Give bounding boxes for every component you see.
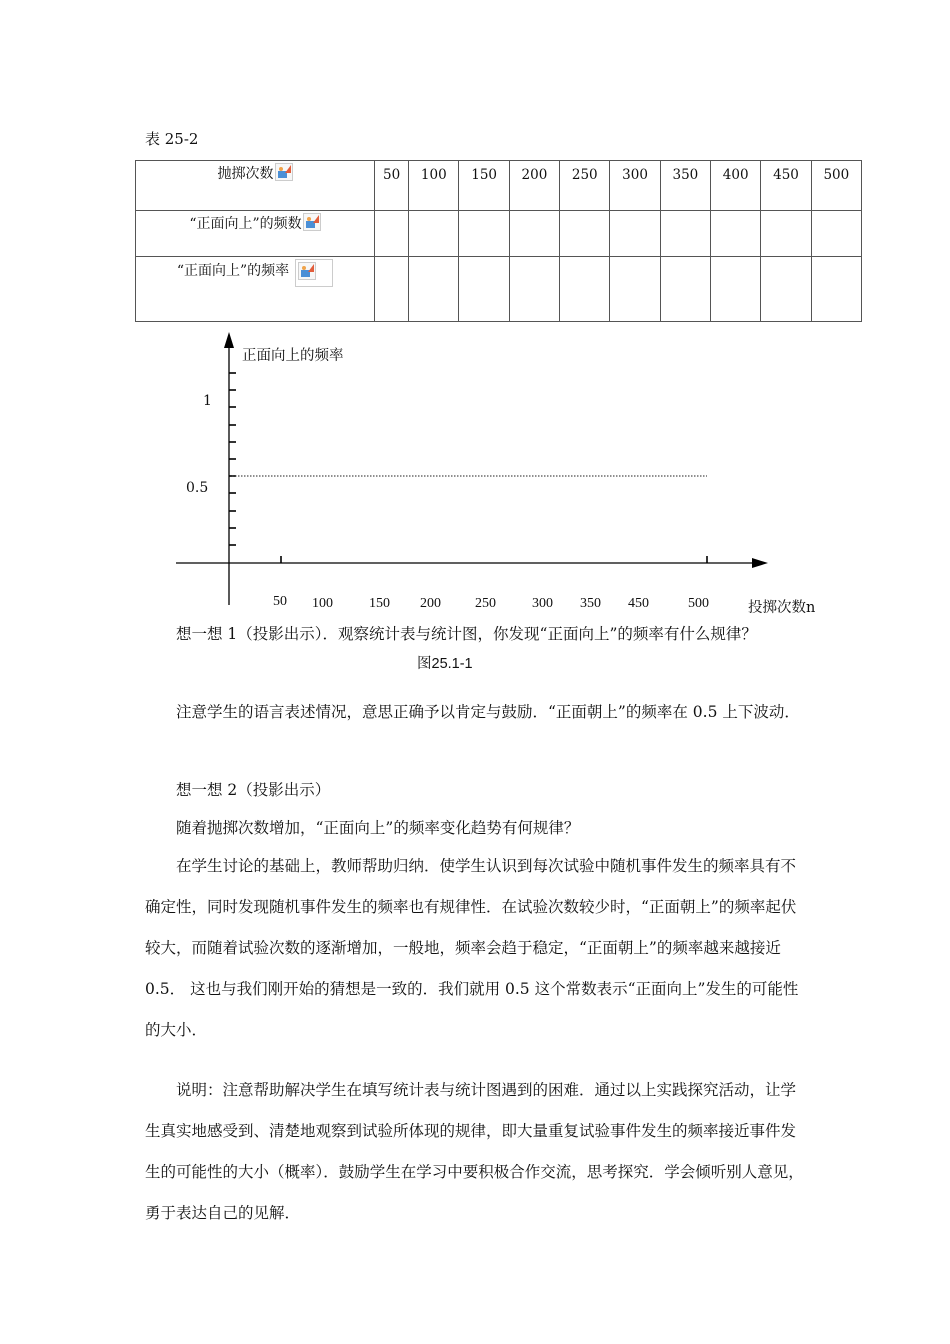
x-tick-label: 350 [580, 596, 601, 611]
paragraph-text: 在学生讨论的基础上，教师帮助归纳．使学生认识到每次试验中随机事件发生的频率具有不确定性，同时发现随机事件发生的频率也有规律性．在试验次数较少时，“正面朝上”的频率起伏较大，而随着试验次数的逐渐增加，一般地，频率会趋于稳定，“正面朝上”的频率越来越接近 0.5． 这也与我们刚开始的猜想是一致的．我们就用 0.5 这个常数表示“正面向上”发生的可能性的大小． [145, 857, 799, 1039]
x-tick-label: 200 [420, 596, 441, 611]
x-tick-label: 450 [628, 596, 649, 611]
x-tick-label: 50 [273, 594, 287, 609]
row-header-label: 抛掷次数 [217, 166, 274, 182]
paragraph-think-2 [145, 770, 810, 811]
col-header: 350 [660, 161, 710, 211]
col-header: 150 [459, 161, 509, 211]
col-header: 300 [610, 161, 660, 211]
x-axis-arrow [752, 558, 768, 568]
col-header: 250 [560, 161, 610, 211]
x-tick-label: 300 [532, 596, 553, 611]
col-header: 400 [711, 161, 761, 211]
paragraph-text: 想一想 2（投影出示） [176, 781, 331, 799]
paragraph-note-1 [145, 692, 810, 733]
figure-caption: 图25.1-1 [417, 656, 473, 672]
paragraph-text: 说明：注意帮助解决学生在填写统计表与统计图遇到的困难．通过以上实践探究活动，让学生真实地感受到、清楚地观察到试验所体现的规律，即大量重复试验事件发生的频率接近事件发生的可能性的大小（概率）．鼓励学生在学习中要积极合作交流，思考探究．学会倾听别人意见，勇于表达自己的见解． [145, 1081, 804, 1222]
x-tick-marks [281, 556, 707, 563]
x-tick-label: 500 [688, 596, 709, 611]
y-axis-label: 正面向上的频率 [242, 348, 344, 364]
col-header: 50 [375, 161, 409, 211]
paragraph-text: 随着抛掷次数增加，“正面向上”的频率变化趋势有何规律？ [176, 819, 580, 837]
col-header: 450 [761, 161, 811, 211]
paragraph-explanation [145, 1070, 810, 1234]
x-tick-label: 250 [475, 596, 496, 611]
paragraph-summary [145, 846, 810, 1051]
x-tick-label: 100 [312, 596, 333, 611]
row-header-label: “正面向上”的频数 [189, 216, 302, 232]
x-tick-label: 150 [369, 596, 390, 611]
y-tick-label: 1 [203, 393, 212, 409]
x-axis-label: 投掷次数n [748, 600, 816, 616]
col-header: 200 [509, 161, 559, 211]
col-header: 100 [409, 161, 459, 211]
paragraph-text: 想一想 1（投影出示）．观察统计表与统计图，你发现“正面向上”的频率有什么规律？ [176, 625, 757, 643]
table-caption: 表 25-2 [145, 130, 199, 148]
paragraph-question [145, 808, 810, 849]
paragraph-text: 注意学生的语言表述情况，意思正确予以肯定与鼓励．“正面朝上”的频率在 0.5 上下波动． [176, 703, 800, 721]
y-axis-arrow [224, 332, 234, 348]
y-tick-marks [229, 373, 236, 545]
paragraph-think-1 [145, 614, 810, 655]
y-tick-label: 0.5 [186, 480, 209, 496]
col-header: 500 [811, 161, 861, 211]
row-header-label: “正面向上”的频率 [176, 263, 290, 279]
